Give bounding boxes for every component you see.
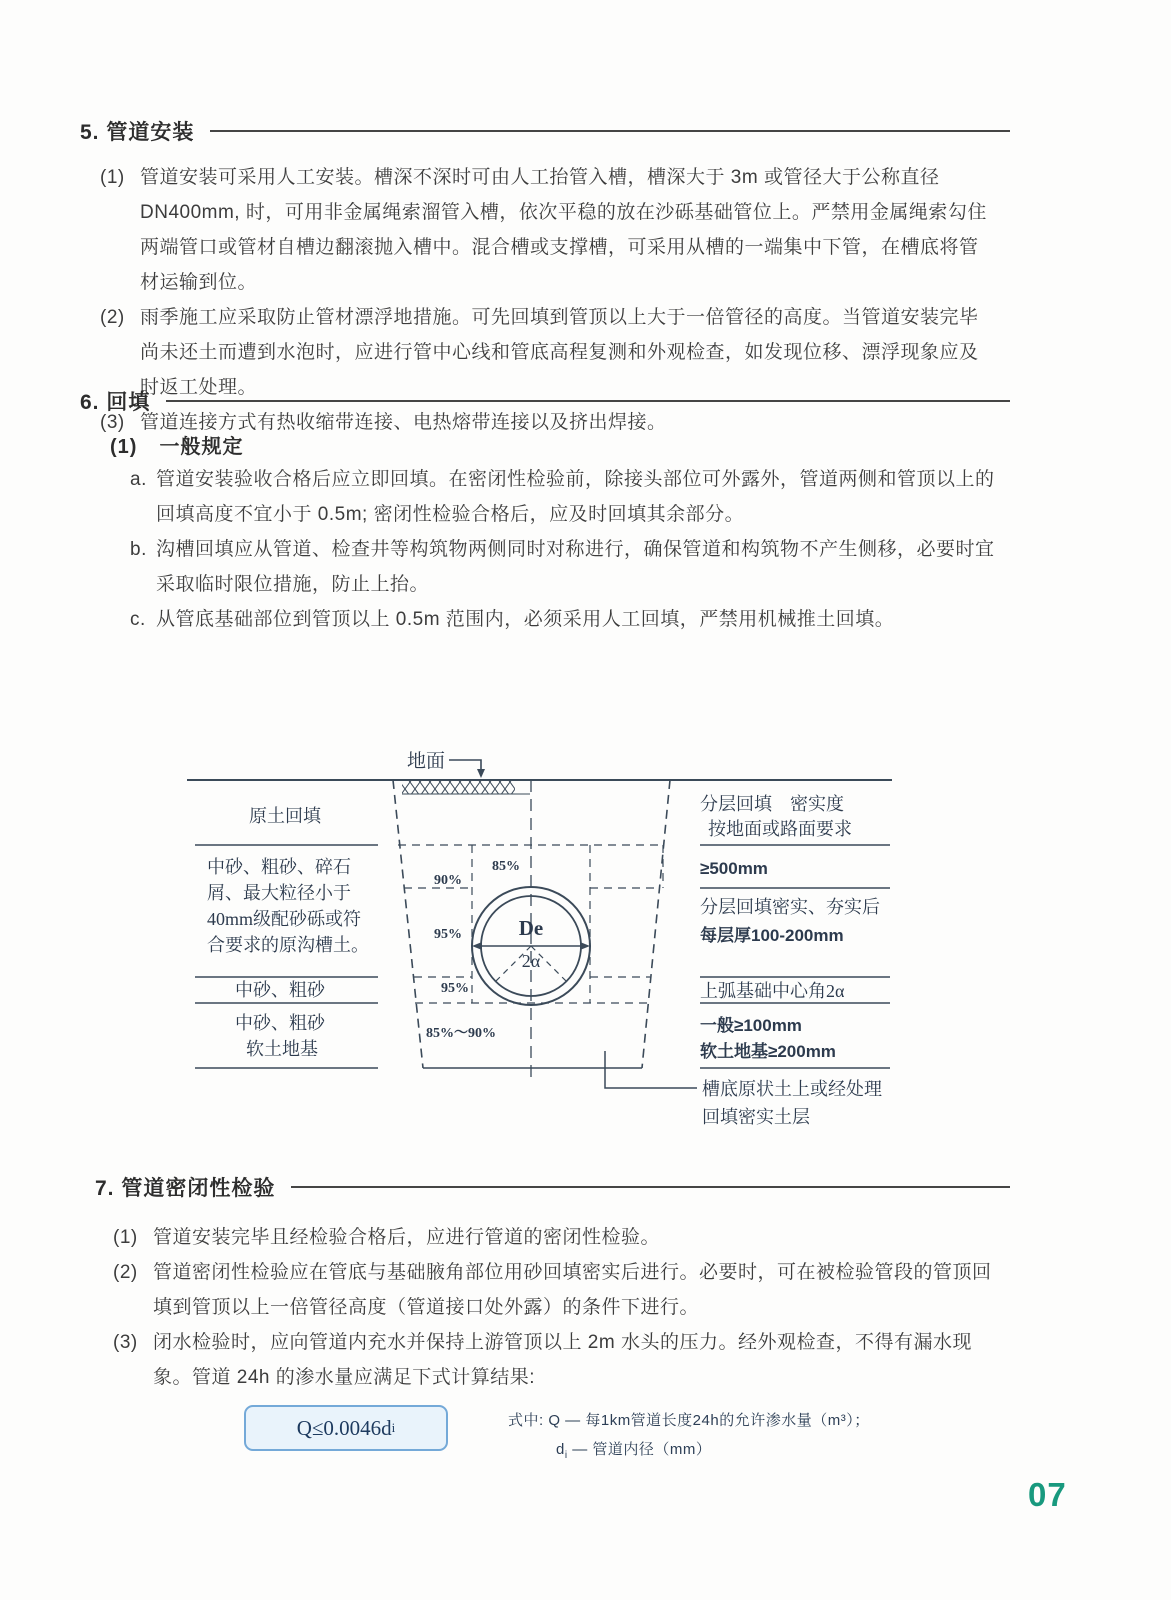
d-subscript: i bbox=[564, 1450, 568, 1461]
formula-legend bbox=[508, 1406, 870, 1470]
item-marker: a. bbox=[130, 469, 147, 490]
right-label-layer-fill: 分层回填 密实度 bbox=[700, 794, 844, 814]
left-label-zone1: 原土回填 bbox=[249, 806, 321, 826]
item-text: 从管底基础部位到管顶以上 0.5m 范围内，必须采用人工回填，严禁用机械推土回填。 bbox=[156, 609, 895, 630]
section6-items bbox=[130, 462, 1005, 637]
item-text: 管道密闭性检验应在管底与基础腋角部位用砂回填密实后进行。必要时，可在被检验管段的管顶回填到管顶以上一倍管径高度（管道接口处外露）的条件下进行。 bbox=[153, 1262, 992, 1318]
right-label-bedding: 软土地基≥200mm bbox=[700, 1042, 836, 1061]
item-text: 雨季施工应采取防止管材漂浮地措施。可先回填到管顶以上大于一倍管径的高度。当管道安装完毕尚未还土而遭到水泡时，应进行管中心线和管底高程复测和外观检查，如发现位移、漂浮现象应及时返工处理。 bbox=[140, 307, 979, 398]
item-text: 管道安装可采用人工安装。槽深不深时可由人工抬管入槽，槽深大于 3m 或管径大于公称直径 DN400mm, 时，可用非金属绳索溜管入槽，依次平稳的放在沙砾基础管位上。严禁用金属绳索勾住两端管口或管材自槽边翻滚抛入槽中。混合槽或支撑槽，可采用从槽的一端集中下管，在槽底将管材运输到位。 bbox=[140, 167, 987, 293]
left-label-zone2: 屑、最大粒径小于 bbox=[207, 883, 351, 903]
right-label-compact: 分层回填密实、夯实后 bbox=[700, 897, 880, 917]
list-item bbox=[113, 1325, 1003, 1395]
item-text: 沟槽回填应从管道、检查井等构筑物两侧同时对称进行，确保管道和构筑物不产生侧移，必要时宜采取临时限位措施，防止上抬。 bbox=[156, 539, 995, 595]
list-item bbox=[100, 160, 995, 300]
item-text: 管道安装验收合格后应立即回填。在密闭性检验前，除接头部位可外露外，管道两侧和管顶以上的回填高度不宜小于 0.5m; 密闭性检验合格后，应及时回填其余部分。 bbox=[156, 469, 995, 525]
left-label-zone3: 中砂、粗砂 bbox=[235, 980, 325, 1000]
right-label-bottom: 槽底原状土上或经处理 bbox=[702, 1079, 882, 1099]
right-label-bedding: 一般≥100mm bbox=[700, 1016, 802, 1035]
list-item bbox=[113, 1220, 1003, 1255]
section7-title: 7. 管道密闭性检验 bbox=[95, 1177, 276, 1200]
heading-rule bbox=[291, 1186, 1010, 1188]
section7-items bbox=[113, 1220, 1003, 1395]
d-definition: — 管道内径（mm） bbox=[572, 1441, 712, 1458]
left-label-zone2: 40mm级配砂砾或符 bbox=[207, 909, 362, 929]
left-arrow-icon bbox=[472, 942, 482, 950]
trench-left-slope bbox=[393, 780, 423, 1068]
compaction-85: 85% bbox=[492, 859, 520, 874]
section6-title: 6. 回填 bbox=[80, 391, 151, 414]
item-text: 闭水检验时，应向管道内充水并保持上游管顶以上 2m 水头的压力。经外观检查，不得有漏水现象。管道 24h 的渗水量应满足下式计算结果: bbox=[153, 1332, 972, 1388]
item-marker: (2) bbox=[113, 1262, 138, 1283]
trench-right-slope bbox=[642, 780, 670, 1068]
formula-legend-d bbox=[556, 1435, 870, 1470]
item-text: 管道安装完毕且经检验合格后，应进行管道的密闭性检验。 bbox=[153, 1227, 661, 1248]
item-marker: (2) bbox=[100, 307, 125, 328]
item-marker: b. bbox=[130, 539, 147, 560]
page-number: 07 bbox=[1028, 1476, 1067, 1513]
right-label-min-cover: ≥500mm bbox=[700, 859, 768, 878]
section6-heading bbox=[80, 386, 1010, 416]
right-label-layer-fill: 按地面或路面要求 bbox=[708, 819, 852, 839]
left-label-zone2: 中砂、粗砂、碎石 bbox=[207, 857, 351, 877]
item-text: 管道连接方式有热收缩带连接、电热熔带连接以及挤出焊接。 bbox=[140, 412, 667, 433]
q-definition: Q — 每1km管道长度24h的允许渗水量（m³）； bbox=[548, 1412, 870, 1429]
right-label-arc-angle: 上弧基础中心角2α bbox=[700, 981, 845, 1001]
list-item bbox=[130, 532, 1005, 602]
item-marker: (3) bbox=[100, 412, 125, 433]
right-label-bottom: 回填密实土层 bbox=[702, 1107, 810, 1127]
formula-expression: Q≤0.0046d bbox=[296, 1415, 392, 1440]
compaction-95-low: 95% bbox=[441, 981, 469, 996]
heading-rule bbox=[210, 130, 1010, 132]
section7-heading bbox=[95, 1172, 1010, 1202]
right-label-compact: 每层厚100-200mm bbox=[700, 926, 844, 945]
right-arrow-icon bbox=[580, 942, 590, 950]
hatch-pattern bbox=[402, 781, 515, 794]
subheading-marker: (1) bbox=[110, 436, 138, 458]
formula-subscript: i bbox=[391, 1420, 396, 1435]
list-item bbox=[130, 462, 1005, 532]
trench-backfill-diagram bbox=[185, 733, 1115, 1138]
compaction-85-90: 85%～90% bbox=[426, 1026, 496, 1041]
section6-subheading bbox=[110, 430, 243, 459]
left-label-zone2: 合要求的原沟槽土。 bbox=[207, 935, 369, 955]
ground-leader-line bbox=[449, 760, 481, 775]
section5-title: 5. 管道安装 bbox=[80, 121, 195, 144]
heading-rule bbox=[166, 400, 1010, 402]
d-symbol: d bbox=[556, 1441, 565, 1458]
bottom-leader-line bbox=[605, 1051, 697, 1088]
ground-surface-label: 地面 bbox=[407, 751, 446, 772]
item-marker: c. bbox=[130, 609, 146, 630]
list-item bbox=[130, 602, 1005, 637]
section5-heading bbox=[80, 116, 1010, 146]
compaction-90: 90% bbox=[434, 873, 462, 888]
item-marker: (3) bbox=[113, 1332, 138, 1353]
item-marker: (1) bbox=[113, 1227, 138, 1248]
pipe-diameter-label: De bbox=[518, 916, 544, 940]
formula-legend-q bbox=[508, 1406, 870, 1435]
pipe-angle-label: 2α bbox=[521, 951, 541, 971]
seepage-formula-box bbox=[244, 1405, 448, 1451]
subheading-title: 一般规定 bbox=[159, 436, 244, 458]
left-label-zone4: 中砂、粗砂 bbox=[235, 1013, 325, 1033]
down-arrow-icon bbox=[477, 769, 485, 778]
compaction-95-mid: 95% bbox=[434, 927, 462, 942]
list-item bbox=[113, 1255, 1003, 1325]
left-label-zone4: 软土地基 bbox=[246, 1039, 318, 1059]
item-marker: (1) bbox=[100, 167, 125, 188]
where-label: 式中: bbox=[508, 1412, 544, 1429]
